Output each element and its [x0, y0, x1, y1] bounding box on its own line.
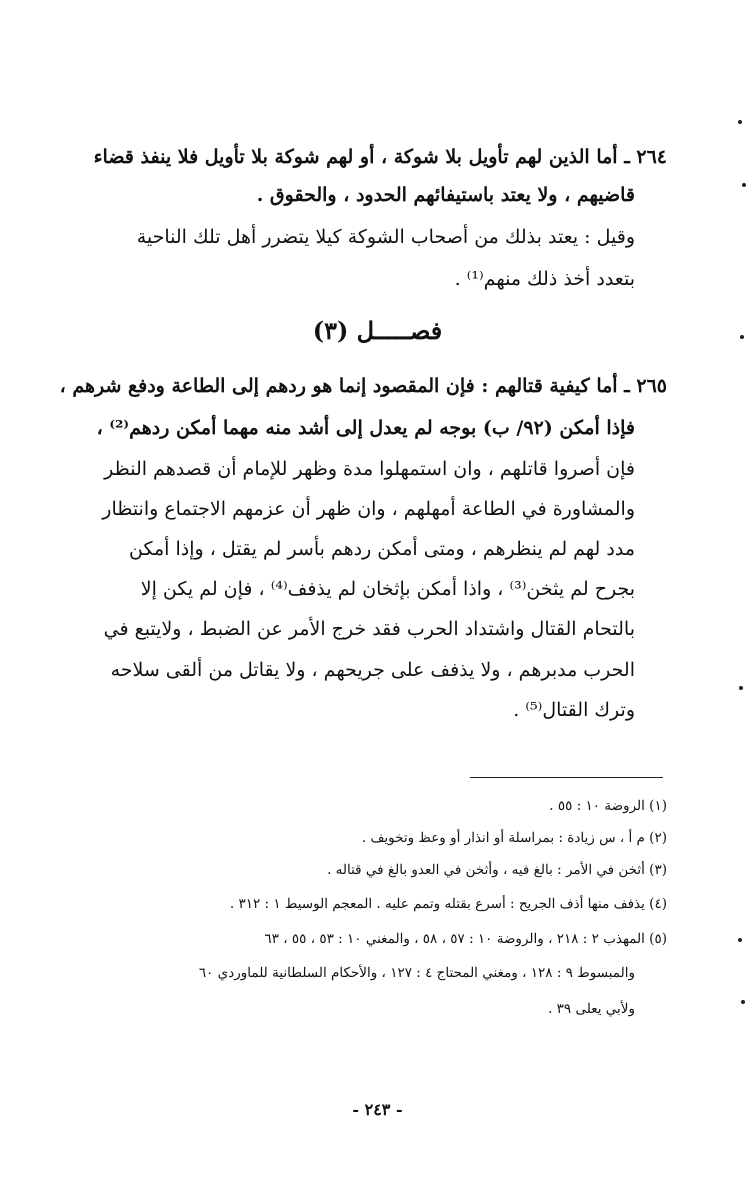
text-line: مدد لهم لم ينظرهم ، ومتى أمكن ردهم بأسر لم يقتل ، وإذا أمكن	[129, 538, 635, 560]
footnote-separator	[470, 777, 663, 778]
text-line: والمشاورة في الطاعة أمهلهم ، وان ظهر أن عزمهم الاجتماع وانتظار	[102, 498, 635, 520]
scan-speck	[740, 335, 744, 339]
footnote: (٤) يذفف منها أذف الجريح : أسرع بقتله وتمم عليه . المعجم الوسيط ١ : ٣١٢ .	[229, 896, 667, 912]
footnote-continuation: ولأبي يعلى ٣٩ .	[548, 1001, 635, 1017]
text-line: ٢٦٤ ـ أما الذين لهم تأويل بلا شوكة ، أو لهم شوكة بلا تأويل فلا ينفذ قضاء	[93, 146, 667, 168]
footnote: (٣) أثخن في الأمر : بالغ فيه ، وأثخن في العدو بالغ في قتاله .	[327, 862, 667, 878]
scan-speck	[741, 1000, 745, 1004]
page-number: - ٢٤٣ -	[352, 1100, 403, 1119]
footnote-continuation: والمبسوط ٩ : ١٢٨ ، ومغني المحتاج ٤ : ١٢٧ ، والأحكام السلطانية للماوردي ٦٠	[198, 965, 635, 981]
text-line: بتعدد أخذ ذلك منهم⁽¹⁾ .	[454, 268, 635, 290]
text-line: بالتحام القتال واشتداد الحرب فقد خرج الأمر عن الضبط ، ولايتبع في	[103, 618, 635, 640]
text-line: وترك القتال⁽⁵⁾ .	[513, 699, 635, 721]
footnote: (٥) المهذب ٢ : ٢١٨ ، والروضة ١٠ : ٥٧ ، ٥٨ ، والمغني ١٠ : ٥٣ ، ٥٥ ، ٦٣	[264, 931, 667, 947]
text-line: وقيل : يعتد بذلك من أصحاب الشوكة كيلا يتضرر أهل تلك الناحية	[136, 226, 635, 248]
section-heading: فصـــــل (٣)	[312, 316, 443, 345]
footnote: (١) الروضة ١٠ : ٥٥ .	[549, 798, 667, 814]
text-line: بجرح لم يثخن⁽³⁾ ، واذا أمكن بإثخان لم يذفف⁽⁴⁾ ، فإن لم يكن إلا	[140, 578, 635, 600]
text-line: قاضيهم ، ولا يعتد باستيفائهم الحدود ، والحقوق .	[256, 184, 635, 206]
scan-speck	[739, 686, 743, 690]
text-line: فإذا أمكن (٩٢/ ب) بوجه لم يعدل إلى أشد منه مهما أمكن ردهم⁽²⁾ ،	[96, 417, 635, 439]
scan-speck	[738, 120, 742, 124]
text-line: ٢٦٥ ـ أما كيفية قتالهم : فإن المقصود إنما هو ردهم إلى الطاعة ودفع شرهم ،	[59, 375, 667, 397]
text-line: فإن أصروا قاتلهم ، وان استمهلوا مدة وظهر للإمام أن قصدهم النظر	[104, 458, 635, 480]
footnote: (٢) م أ ، س زيادة : بمراسلة أو انذار أو وعظ وتخويف .	[361, 830, 667, 846]
scan-speck	[742, 183, 746, 187]
text-line: الحرب مدبرهم ، ولا يذفف على جريحهم ، ولا يقاتل من ألقى سلاحه	[110, 659, 635, 681]
scan-speck	[738, 938, 742, 942]
